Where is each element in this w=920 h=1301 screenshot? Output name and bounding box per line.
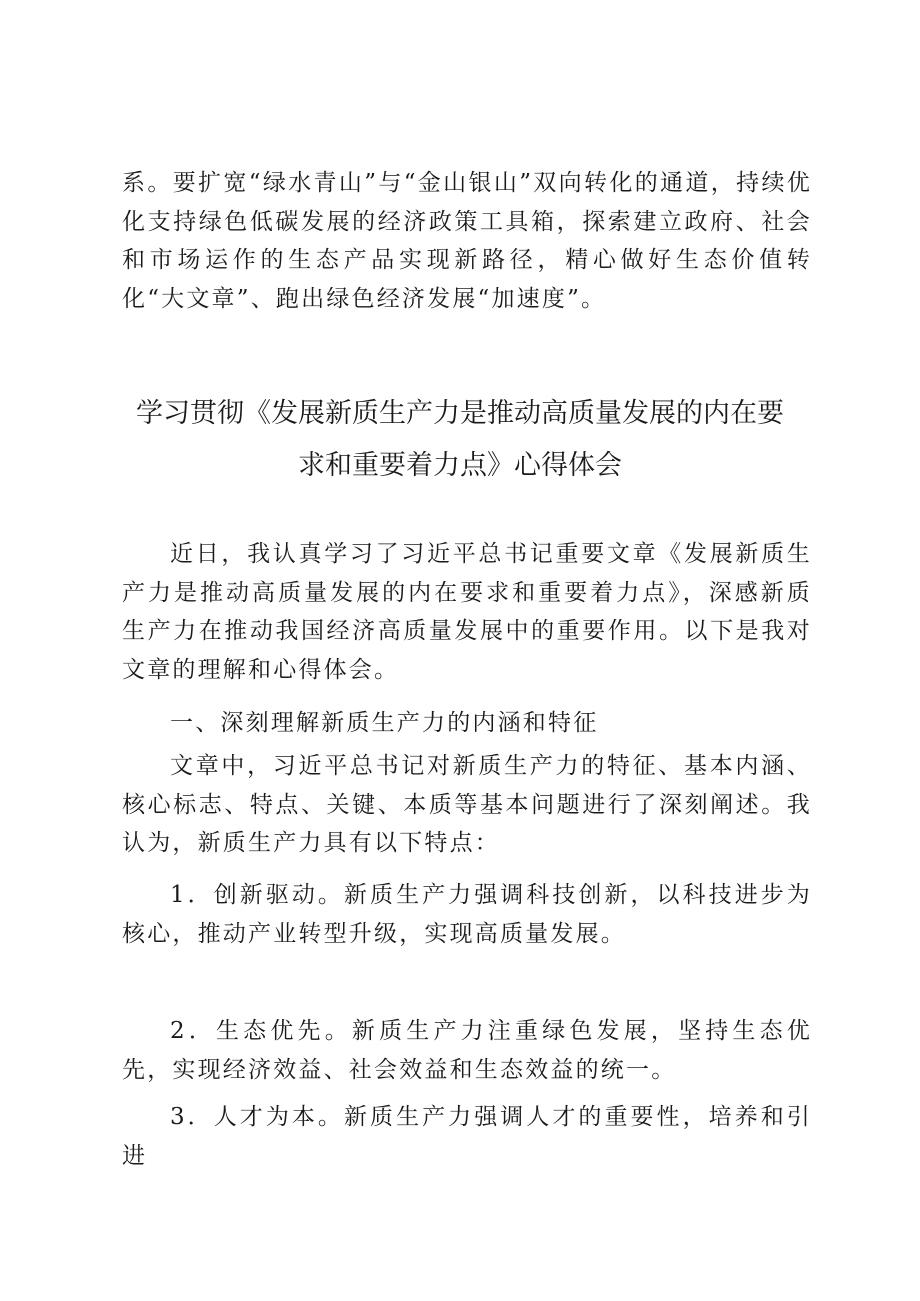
title-line-1: 学习贯彻《发展新质生产力是推动高质量发展的内在要: [136, 398, 784, 429]
point-3: 3．人才为本。新质生产力强调人才的重要性，培养和引进: [122, 1104, 812, 1169]
section-heading: 一、深刻理解新质生产力的内涵和特征: [170, 710, 599, 736]
continuation-paragraph: 系。要扩宽“绿水青山”与“金山银山”双向转化的通道，持续优化支持绿色低碳发展的经济政策工具箱，探索建立政府、社会和市场运作的生态产品实现新路径，精心做好生态价值转化“大文章”、跑出绿色经济发展“加速度”。: [122, 170, 812, 312]
point-2: 2．生态优先。新质生产力注重绿色发展，坚持生态优先，实现经济效益、社会效益和生态效益的统一。: [122, 1018, 812, 1083]
article-title: [110, 388, 810, 492]
section-paragraph: 文章中，习近平总书记对新质生产力的特征、基本内涵、核心标志、特点、关键、本质等基本问题进行了深刻阐述。我认为，新质生产力具有以下特点：: [122, 753, 812, 856]
intro-paragraph: 近日，我认真学习了习近平总书记重要文章《发展新质生产力是推动高质量发展的内在要求和重要着力点》，深感新质生产力在推动我国经济高质量发展中的重要作用。以下是我对文章的理解和心得体会。: [122, 541, 812, 683]
point-1: 1．创新驱动。新质生产力强调科技创新，以科技进步为核心，推动产业转型升级，实现高质量发展。: [122, 882, 812, 947]
title-line-2: 求和重要着力点》心得体会: [298, 450, 622, 481]
